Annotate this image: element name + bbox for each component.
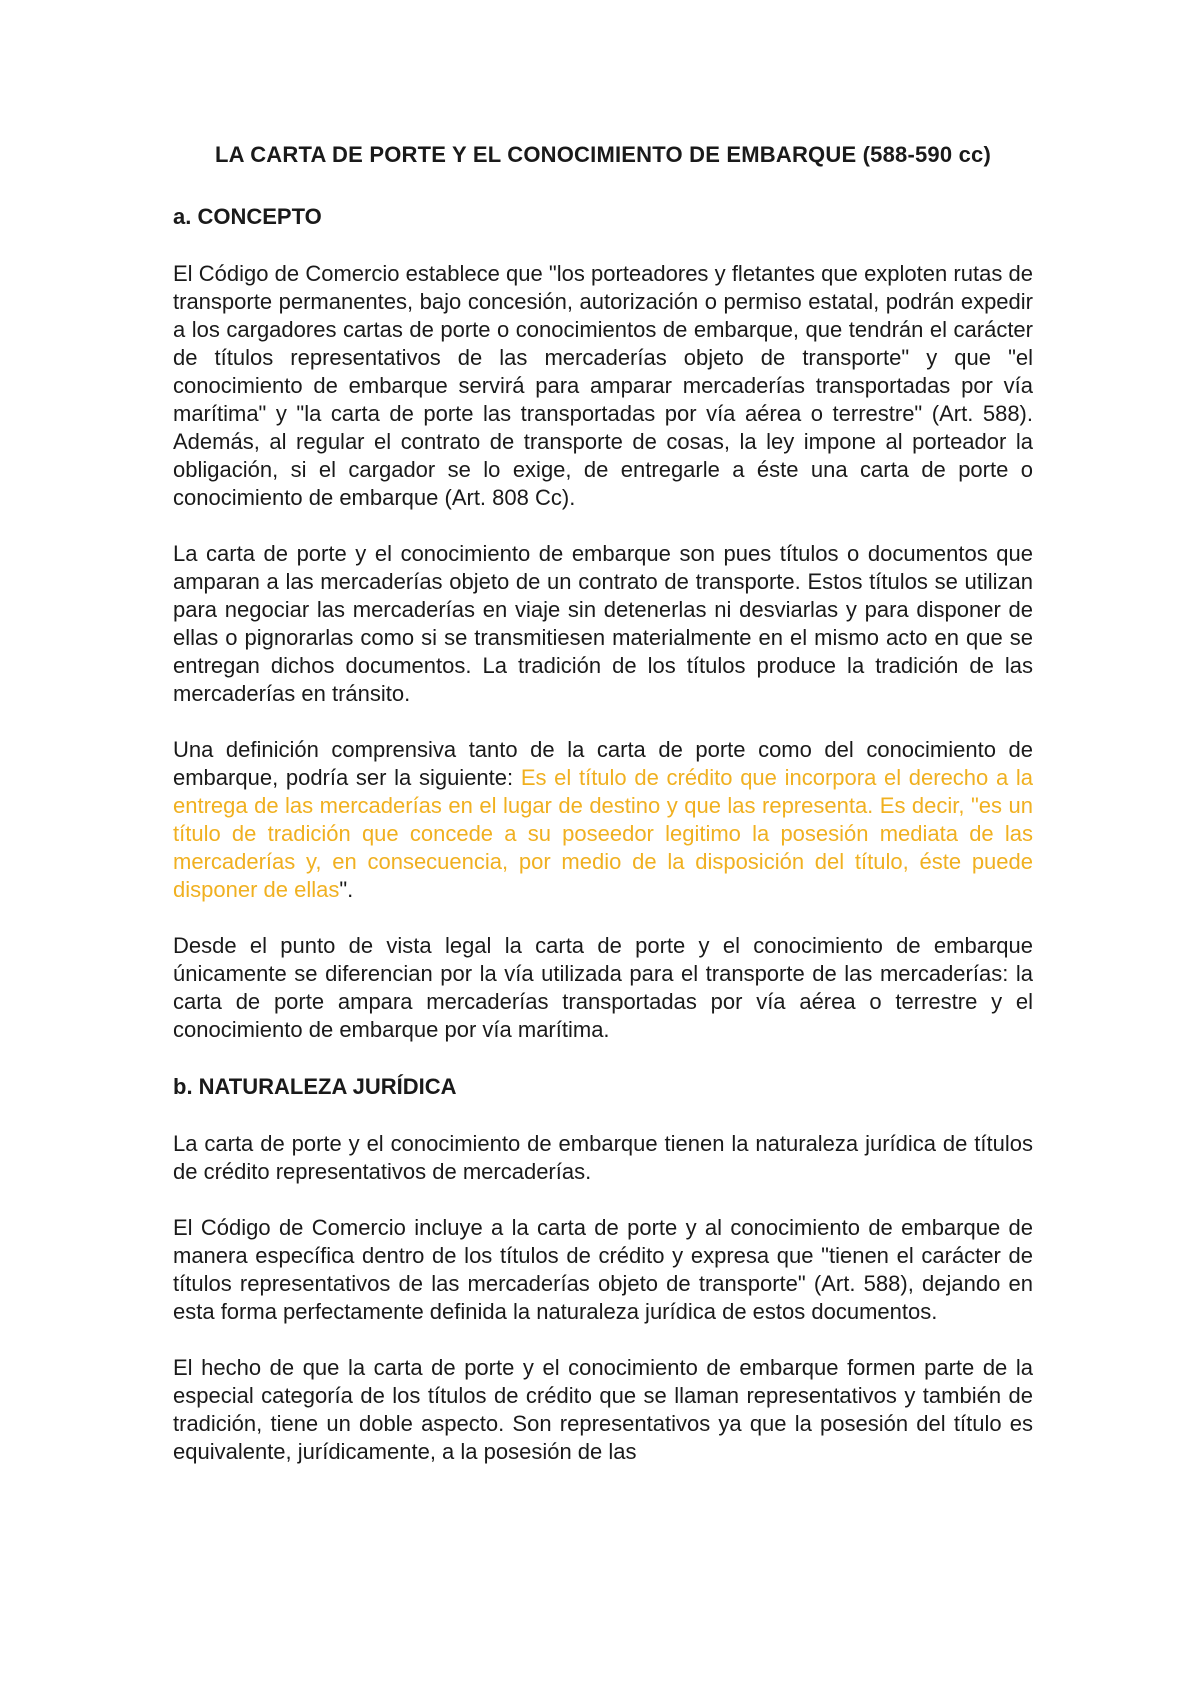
document-title: LA CARTA DE PORTE Y EL CONOCIMIENTO DE EMBARQUE (588-590 cc) xyxy=(214,142,992,167)
paragraph-concepto-3 xyxy=(173,736,1033,904)
section-heading-naturaleza: b. NATURALEZA JURÍDICA xyxy=(173,1074,457,1099)
paragraph-concepto-1: El Código de Comercio establece que "los porteadores y fletantes que exploten rutas de transporte permanentes, bajo concesión, autorización o permiso estatal, podrán expedir a los cargadores cartas de porte o conocimientos de embarque, que tendrán el carácter de títulos representativos de las mercaderías objeto de transporte" y que "el conocimiento de embarque servirá para amparar mercaderías transportadas por vía marítima" y "la carta de porte las transportadas por vía aérea o terrestre" (Art. 588). Además, al regular el contrato de transporte de cosas, la ley impone al porteador la obligación, si el cargador se lo exige, de entregarle a éste una carta de porte o conocimiento de embarque (Art. 808 Cc). xyxy=(173,261,1033,510)
section-heading-concepto: a. CONCEPTO xyxy=(173,204,322,229)
paragraph-naturaleza-1: La carta de porte y el conocimiento de embarque tienen la naturaleza jurídica de títulos de crédito representativos de mercaderías. xyxy=(173,1131,1033,1184)
definition-intro: Una definición comprensiva tanto de la carta de porte como del conocimiento de embarque, podría ser la siguiente: xyxy=(173,737,1033,790)
definition-highlight: Es el título de crédito que incorpora el derecho a la entrega de las mercaderías en el lugar de destino y que las representa. Es decir, "es un título de tradición que concede a su poseedor legitimo la posesión mediata de las mercaderías y, en consecuencia, por medio de la disposición del título, éste puede disponer de ellas xyxy=(173,765,1033,902)
definition-end: ". xyxy=(339,877,354,902)
document-page xyxy=(173,140,1033,1494)
paragraph-concepto-4: Desde el punto de vista legal la carta de porte y el conocimiento de embarque únicamente se diferencian por la vía utilizada para el transporte de las mercaderías: la carta de porte ampara mercaderías transportadas por vía aérea o terrestre y el conocimiento de embarque por vía marítima. xyxy=(173,933,1033,1042)
paragraph-concepto-2: La carta de porte y el conocimiento de embarque son pues títulos o documentos que amparan a las mercaderías objeto de un contrato de transporte. Estos títulos se utilizan para negociar las mercaderías en viaje sin detenerlas ni desviarlas y para disponer de ellas o pignorarlas como si se transmitiesen materialmente en el mismo acto en que se entregan dichos documentos. La tradición de los títulos produce la tradición de las mercaderías en tránsito. xyxy=(173,541,1033,706)
paragraph-naturaleza-3: El hecho de que la carta de porte y el conocimiento de embarque formen parte de la especial categoría de los títulos de crédito que se llaman representativos y también de tradición, tiene un doble aspecto. Son representativos ya que la posesión del título es equivalente, jurídicamente, a la posesión de las xyxy=(173,1355,1033,1464)
paragraph-naturaleza-2: El Código de Comercio incluye a la carta de porte y al conocimiento de embarque de manera específica dentro de los títulos de crédito y expresa que "tienen el carácter de títulos representativos de las mercaderías objeto de transporte" (Art. 588), dejando en esta forma perfectamente definida la naturaleza jurídica de estos documentos. xyxy=(173,1215,1033,1324)
